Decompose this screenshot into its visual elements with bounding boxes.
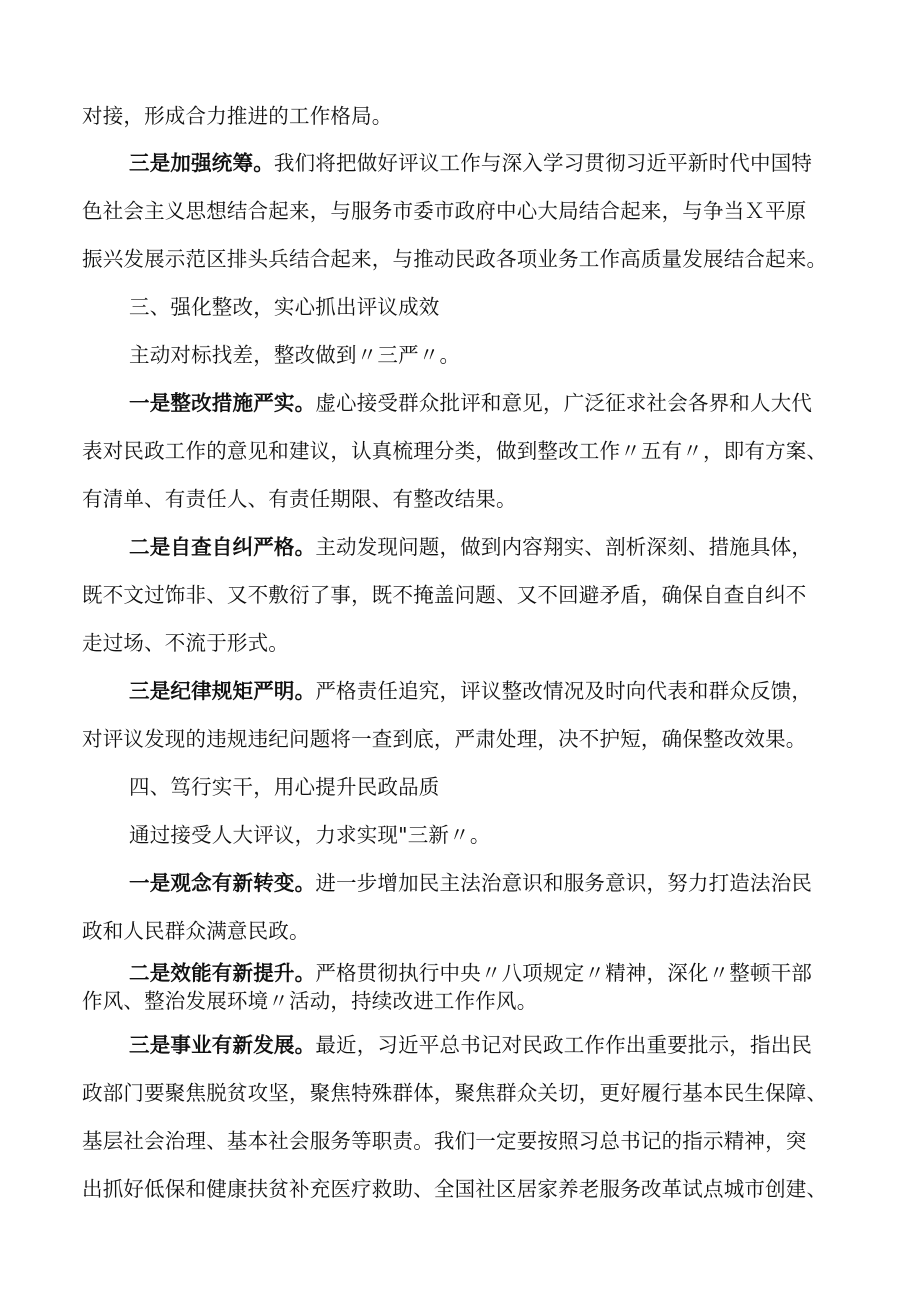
- body-text-line: [82, 726, 807, 752]
- bold-lead-text: 三是事业有新发展。: [129, 1033, 316, 1057]
- paragraph-line: [129, 1032, 812, 1058]
- text-run: 色社会主义思想结合起来，与服务市委市政府中心大局结合起来，与争当Ｘ平原: [82, 199, 807, 223]
- body-text-line: [82, 1080, 827, 1106]
- text-run: 对评议发现的违规违纪问题将一查到底，严肃处理，决不护短，确保整改效果。: [82, 727, 807, 751]
- section-heading: [129, 774, 440, 800]
- body-text-line: [82, 486, 517, 512]
- text-run: 主动对标找差，整改做到〃三严〃。: [129, 343, 461, 367]
- text-run: 表对民政工作的意见和建议，认真梳理分类，做到整改工作〃五有〃，即有方案、: [82, 439, 828, 463]
- bold-lead-text: 三是加强统筹。: [129, 151, 274, 175]
- paragraph-line: [129, 678, 812, 704]
- paragraph-line: [129, 342, 460, 368]
- body-text-line: [82, 918, 310, 944]
- body-text-line: [82, 103, 393, 129]
- body-text-line: [82, 1176, 827, 1202]
- text-run: 严格贯彻执行中央〃八项规定〃精神，深化〃整顿干部: [315, 961, 813, 985]
- text-run: 我们将把做好评议工作与深入学习贯彻习近平新时代中国特: [273, 151, 813, 175]
- paragraph-line: [129, 534, 812, 560]
- paragraph-line: [129, 390, 812, 416]
- text-run: 最近，习近平总书记对民政工作作出重要批示，指出民: [315, 1033, 813, 1057]
- paragraph-line: [129, 960, 812, 986]
- text-run: 政部门要聚焦脱贫攻坚，聚焦特殊群体，聚焦群众关切，更好履行基本民生保障、: [82, 1081, 828, 1105]
- paragraph-line: [129, 150, 812, 176]
- text-run: 通过接受人大评议，力求实现"三新〃。: [129, 823, 491, 847]
- text-run: 振兴发展示范区排头兵结合起来，与推动民政各项业务工作高质量发展结合起来。: [82, 247, 828, 271]
- body-text-line: [82, 198, 807, 224]
- section-heading: [129, 294, 440, 320]
- text-run: 作风、整治发展环境〃活动，持续改进工作作风。: [82, 989, 538, 1013]
- body-text-line: [82, 630, 289, 656]
- body-text-line: [82, 438, 827, 464]
- paragraph-line: [129, 870, 812, 896]
- text-run: 进一步增加民主法治意识和服务意识，努力打造法治民: [315, 871, 813, 895]
- body-text-line: [82, 246, 827, 272]
- text-run: 四、笃行实干，用心提升民政品质: [129, 775, 440, 799]
- paragraph-line: [129, 822, 491, 848]
- body-text-line: [82, 582, 807, 608]
- text-run: 主动发现问题，做到内容翔实、剖析深刻、措施具体，: [315, 535, 813, 559]
- bold-lead-text: 一是观念有新转变。: [129, 871, 316, 895]
- text-run: 有清单、有责任人、有责任期限、有整改结果。: [82, 487, 517, 511]
- text-run: 严格责任追究，评议整改情况及时向代表和群众反馈，: [315, 679, 813, 703]
- text-run: 既不文过饰非、又不敷衍了事，既不掩盖问题、又不回避矛盾，确保自查自纠不: [82, 583, 807, 607]
- bold-lead-text: 一是整改措施严实。: [129, 391, 316, 415]
- bold-lead-text: 二是效能有新提升。: [129, 961, 316, 985]
- text-run: 政和人民群众满意民政。: [82, 919, 310, 943]
- text-run: 基层社会治理、基本社会服务等职责。我们一定要按照习总书记的指示精神，突: [82, 1129, 807, 1153]
- text-run: 虚心接受群众批评和意见，广泛征求社会各界和人大代: [315, 391, 813, 415]
- text-run: 对接，形成合力推进的工作格局。: [82, 104, 393, 128]
- body-text-line: [82, 988, 537, 1014]
- bold-lead-text: 二是自查自纠严格。: [129, 535, 316, 559]
- text-run: 出抓好低保和健康扶贫补充医疗救助、全国社区居家养老服务改革试点城市创建、: [82, 1177, 828, 1201]
- bold-lead-text: 三是纪律规矩严明。: [129, 679, 316, 703]
- body-text-line: [82, 1128, 807, 1154]
- text-run: 三、强化整改，实心抓出评议成效: [129, 295, 440, 319]
- text-run: 走过场、不流于形式。: [82, 631, 289, 655]
